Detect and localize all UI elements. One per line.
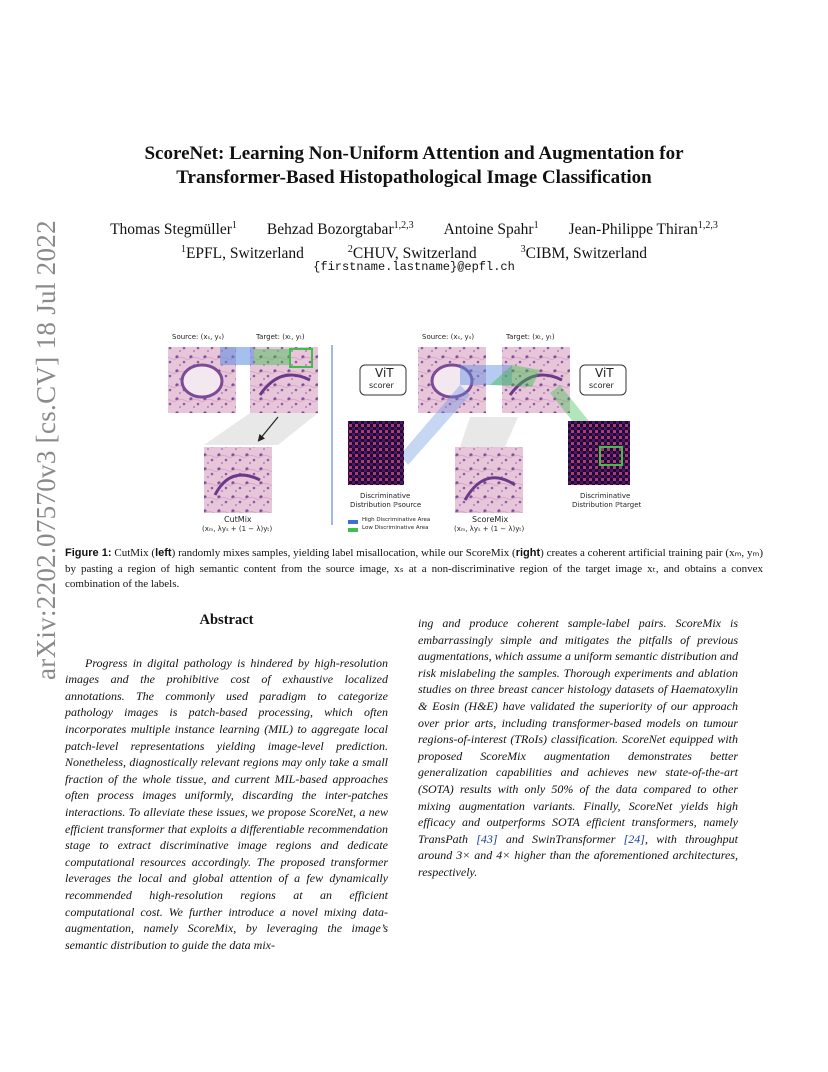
citation-link[interactable]: [43] bbox=[476, 831, 498, 846]
citation-link[interactable]: [24] bbox=[623, 831, 645, 846]
author-block bbox=[60, 216, 768, 264]
scorer-label-2: scorer bbox=[589, 381, 614, 390]
caption-text: ) randomly mixes samples, yielding label misallocation, while our ScoreMix ( bbox=[171, 547, 516, 559]
cutmix-formula: (xₘ, λyₛ + (1 − λ)yₜ) bbox=[202, 525, 273, 533]
author: Antoine Spahr$^1$ bbox=[443, 220, 539, 239]
title-line-1: ScoreNet: Learning Non-Uniform Attention and Augmentation for bbox=[144, 143, 684, 164]
abstract-right-column bbox=[418, 615, 738, 881]
cutmix-source-label: Source: (xₛ, yₛ) bbox=[172, 333, 225, 341]
disc-target-label-2: Distribution ℙtarget bbox=[572, 501, 642, 509]
scoremix-formula: (xₘ, λyₛ + (1 − λ)yₜ) bbox=[454, 525, 525, 533]
caption-text: ) creates a coherent artificial training pair (xₘ, yₘ) by pasting a region of high semantic content from the source image, xₛ at a non-discriminative region of the target image xₜ, and obtains a convex combination of the labels. bbox=[65, 547, 764, 590]
disc-target-label-1: Discriminative bbox=[580, 492, 631, 500]
disc-source-label-1: Discriminative bbox=[360, 492, 411, 500]
scoremix-name: ScoreMix bbox=[472, 515, 509, 524]
affiliation: $^2$CHUV, Switzerland bbox=[347, 244, 477, 263]
author: Thomas Stegmüller$^1$ bbox=[110, 220, 237, 239]
figure-1 bbox=[160, 325, 668, 540]
scoremix-result-image bbox=[455, 447, 523, 513]
email: {firstname.lastname}@epfl.ch bbox=[313, 260, 515, 274]
affiliation: $^1$EPFL, Switzerland bbox=[180, 244, 304, 263]
cutmix-name: CutMix bbox=[224, 515, 252, 524]
caption-left: left bbox=[155, 547, 172, 559]
scoremix-source-label: Source: (xₛ, yₛ) bbox=[422, 333, 475, 341]
caption-right: right bbox=[515, 547, 541, 559]
title-line-2: Transformer-Based Histopathological Image Classification bbox=[176, 167, 652, 188]
vit-label-1: ViT bbox=[375, 366, 394, 380]
author: Behzad Bozorgtabar$^{1,2,3}$ bbox=[266, 220, 414, 239]
legend-low-label: Low Discriminative Area bbox=[362, 525, 429, 531]
arxiv-stamp bbox=[14, 220, 61, 680]
scorer-label-1: scorer bbox=[369, 381, 394, 390]
heatmap-source bbox=[348, 421, 404, 485]
arxiv-stamp-text: arXiv:2202.07570v3 [cs.CV] 18 Jul 2022 bbox=[31, 220, 61, 680]
legend-high-swatch bbox=[348, 520, 358, 524]
scoremix-target-label: Target: (xₜ, yₜ) bbox=[506, 333, 555, 341]
abstract-left-column bbox=[65, 612, 388, 953]
abstract-heading: Abstract bbox=[199, 612, 254, 628]
figure-caption bbox=[65, 546, 763, 593]
legend-low-swatch bbox=[348, 528, 358, 532]
affiliation: $^3$CIBM, Switzerland bbox=[520, 244, 648, 263]
caption-label: Figure 1: bbox=[65, 547, 112, 559]
vit-label-2: ViT bbox=[595, 366, 614, 380]
legend-high-label: High Discriminative Area bbox=[362, 517, 431, 523]
cutmix-target-label: Target: (xₜ, yₜ) bbox=[256, 333, 305, 341]
abstract-paragraph: Progress in digital pathology is hindered by high-resolution images and the prohibitive cost of exhaustive localized annotations. The commonly used paradigm to categorize pathology images is patch-based processing, which often incorporates multiple instance learning (MIL) to aggregate local patch-level representations yielding image-level prediction. Nonetheless, diagnostically relevant regions may only take a small fraction of the whole tissue, and current MIL-based approaches often process images uniformly, discarding the inter-patches interactions. To alleviate these issues, we propose ScoreNet, a new efficient transformer that exploits a differentiable recommendation stage to extract discriminative image regions and dedicate computational resources accordingly. The proposed transformer leverages the local and global attention of a few dynamically recommended high-resolution regions at an efficient computational cost. We further introduce a novel mixing data-augmentation, namely ScoreMix, by leveraging the image’s semantic distribution to guide the data mix- bbox=[65, 655, 388, 952]
caption-text: CutMix ( bbox=[114, 547, 156, 559]
abstract-paragraph-continued: ing and produce coherent sample-label pairs. ScoreMix is embarrassingly simple and mitigates the pitfalls of previous augmentations, which assume a uniform semantic distribution and risk mislabeling the samples. Thorough experiments and ablation studies on three breast cancer histology datasets of Haematoxylin & Eosin (H&E) have validated the superiority of our approach over prior arts, including transformer-based models on tumour regions-of-interest (TRoIs) classification. ScoreNet equipped with proposed ScoreMix augmentation demonstrates better generalization capabilities and achieves new state-of-the-art (SOTA) results with only 50% of the data compared to other mixing augmentation variants. Finally, ScoreNet yields high efficacy and outperforms SOTA efficient transformers, namely TransPath [43] and SwinTransformer [24], with throughput around 3× and 4× higher than the aforementioned architectures, respectively. bbox=[418, 616, 739, 879]
cutmix-result-image bbox=[204, 447, 272, 513]
author: Jean-Philippe Thiran$^{1,2,3}$ bbox=[568, 220, 718, 239]
disc-source-label-2: Distribution ℙsource bbox=[350, 501, 422, 509]
paper-title bbox=[80, 142, 748, 190]
